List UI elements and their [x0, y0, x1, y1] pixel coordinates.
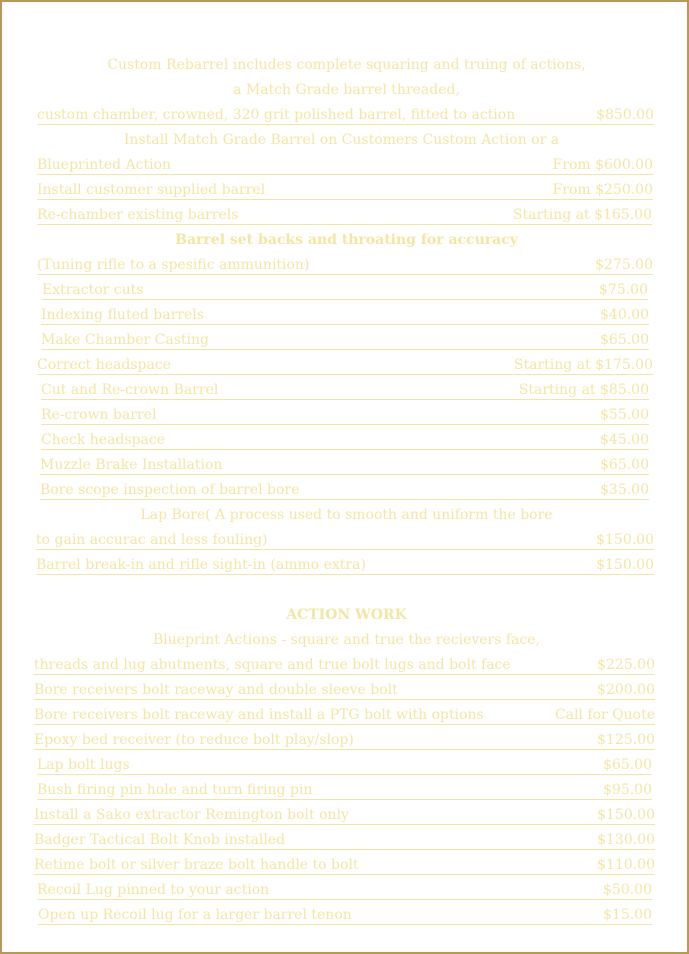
price-row-recrown [41, 406, 649, 425]
row-price: $65.00 [600, 457, 649, 473]
row-label: Blueprinted Action [37, 157, 172, 173]
row-label: Recoil Lug pinned to your action [37, 882, 270, 898]
row-label: custom chamber, crowned, 320 grit polished barrel, fitted to action [37, 107, 516, 123]
row-label: Check headspace [41, 432, 166, 448]
price-row-bore-scope [40, 481, 649, 500]
row-label: Bore receivers bolt raceway and double sleeve bolt [34, 682, 398, 698]
row-price: Starting at $175.00 [513, 357, 653, 373]
price-row-lap-bolt-lugs [37, 756, 652, 775]
row-price: $150.00 [596, 557, 654, 573]
price-row-ptg-bolt [34, 706, 655, 725]
row-price: $130.00 [597, 832, 655, 848]
price-row-check-headspace [41, 431, 649, 450]
price-row-double-sleeve [34, 681, 655, 700]
row-price: Starting at $165.00 [512, 207, 652, 223]
row-label: Re-crown barrel [41, 407, 157, 423]
row-price: $150.00 [596, 532, 654, 548]
row-price: From $600.00 [552, 157, 653, 173]
row-label: Install customer supplied barrel [37, 182, 266, 198]
row-price: $125.00 [597, 732, 655, 748]
price-row-lap-bore [36, 531, 654, 550]
row-label: to gain accurac and less fouling) [36, 532, 268, 548]
price-row-indexing [41, 306, 649, 325]
price-row-rechamber [37, 206, 652, 225]
row-label: Correct headspace [37, 357, 171, 373]
intro-line-2: a Match Grade barrel threaded, [233, 82, 460, 98]
row-price: $110.00 [597, 857, 655, 873]
row-price: Call for Quote [554, 707, 655, 723]
row-label: Bore receivers bolt raceway and install a PTG bolt with options [34, 707, 484, 723]
action-work-heading: ACTION WORK [286, 607, 407, 623]
price-row-blueprinted-action [37, 156, 653, 175]
row-price: $35.00 [600, 482, 649, 498]
row-price: $45.00 [600, 432, 649, 448]
price-row-muzzle-brake [40, 456, 649, 475]
price-row-bolt-knob [34, 831, 655, 850]
row-label: Open up Recoil lug for a larger barrel tenon [38, 907, 352, 923]
row-label: Retime bolt or silver braze bolt handle to bolt [34, 857, 359, 873]
row-price: $150.00 [597, 807, 655, 823]
price-row-epoxy-bed [34, 731, 655, 750]
row-label: Badger Tactical Bolt Knob installed [34, 832, 286, 848]
row-label: Muzzle Brake Installation [40, 457, 223, 473]
row-label: (Tuning rifle to a spesific ammunition) [37, 257, 310, 273]
lap-bore-line: Lap Bore( A process used to smooth and uniform the bore [140, 507, 553, 523]
row-price: From $250.00 [552, 182, 653, 198]
row-price: $55.00 [600, 407, 649, 423]
row-price: $225.00 [597, 657, 655, 673]
row-label: Make Chamber Casting [41, 332, 209, 348]
row-price: $50.00 [603, 882, 652, 898]
row-label: Lap bolt lugs [37, 757, 130, 773]
price-row-recoil-lug-open [38, 906, 652, 925]
price-row-custom-chamber [37, 106, 654, 125]
row-price: $40.00 [600, 307, 649, 323]
row-price: $15.00 [603, 907, 652, 923]
row-price: $275.00 [595, 257, 653, 273]
row-label: Bore scope inspection of barrel bore [40, 482, 300, 498]
row-label: Epoxy bed receiver (to reduce bolt play/slop) [34, 732, 354, 748]
price-row-firing-pin [37, 781, 652, 800]
row-price: $95.00 [603, 782, 652, 798]
install-line: Install Match Grade Barrel on Customers Custom Action or a [123, 132, 560, 148]
price-row-correct-headspace [37, 356, 653, 375]
row-label: Barrel break-in and rifle sight-in (ammo extra) [36, 557, 366, 573]
row-label: threads and lug abutments, square and true bolt lugs and bolt face [34, 657, 511, 673]
row-label: Extractor cuts [42, 282, 144, 298]
row-price: $850.00 [596, 107, 654, 123]
row-price: $65.00 [603, 757, 652, 773]
row-label: Indexing fluted barrels [41, 307, 204, 323]
row-price: $75.00 [599, 282, 648, 298]
price-row-break-in [36, 556, 654, 575]
row-label: Re-chamber existing barrels [37, 207, 239, 223]
row-label: Install a Sako extractor Remington bolt only [34, 807, 349, 823]
price-row-cut-recrown [41, 381, 649, 400]
price-row-sako-extractor [34, 806, 655, 825]
price-row-threads-lugs [34, 656, 655, 675]
row-price: Starting at $85.00 [518, 382, 649, 398]
price-row-install-barrel [37, 181, 653, 200]
intro-line-1: Custom Rebarrel includes complete squaring and truing of actions, [107, 57, 586, 73]
blueprint-line: Blueprint Actions - square and true the recievers face, [153, 632, 540, 648]
setback-heading: Barrel set backs and throating for accuracy [175, 232, 518, 248]
price-row-retime-bolt [34, 856, 655, 875]
price-row-tuning [37, 256, 653, 275]
row-label: Cut and Re-crown Barrel [41, 382, 219, 398]
price-row-extractor-cuts [42, 281, 648, 300]
row-price: $65.00 [600, 332, 649, 348]
price-row-chamber-casting [41, 331, 649, 350]
price-row-recoil-lug-pinned [37, 881, 652, 900]
row-price: $200.00 [597, 682, 655, 698]
row-label: Bush firing pin hole and turn firing pin [37, 782, 313, 798]
